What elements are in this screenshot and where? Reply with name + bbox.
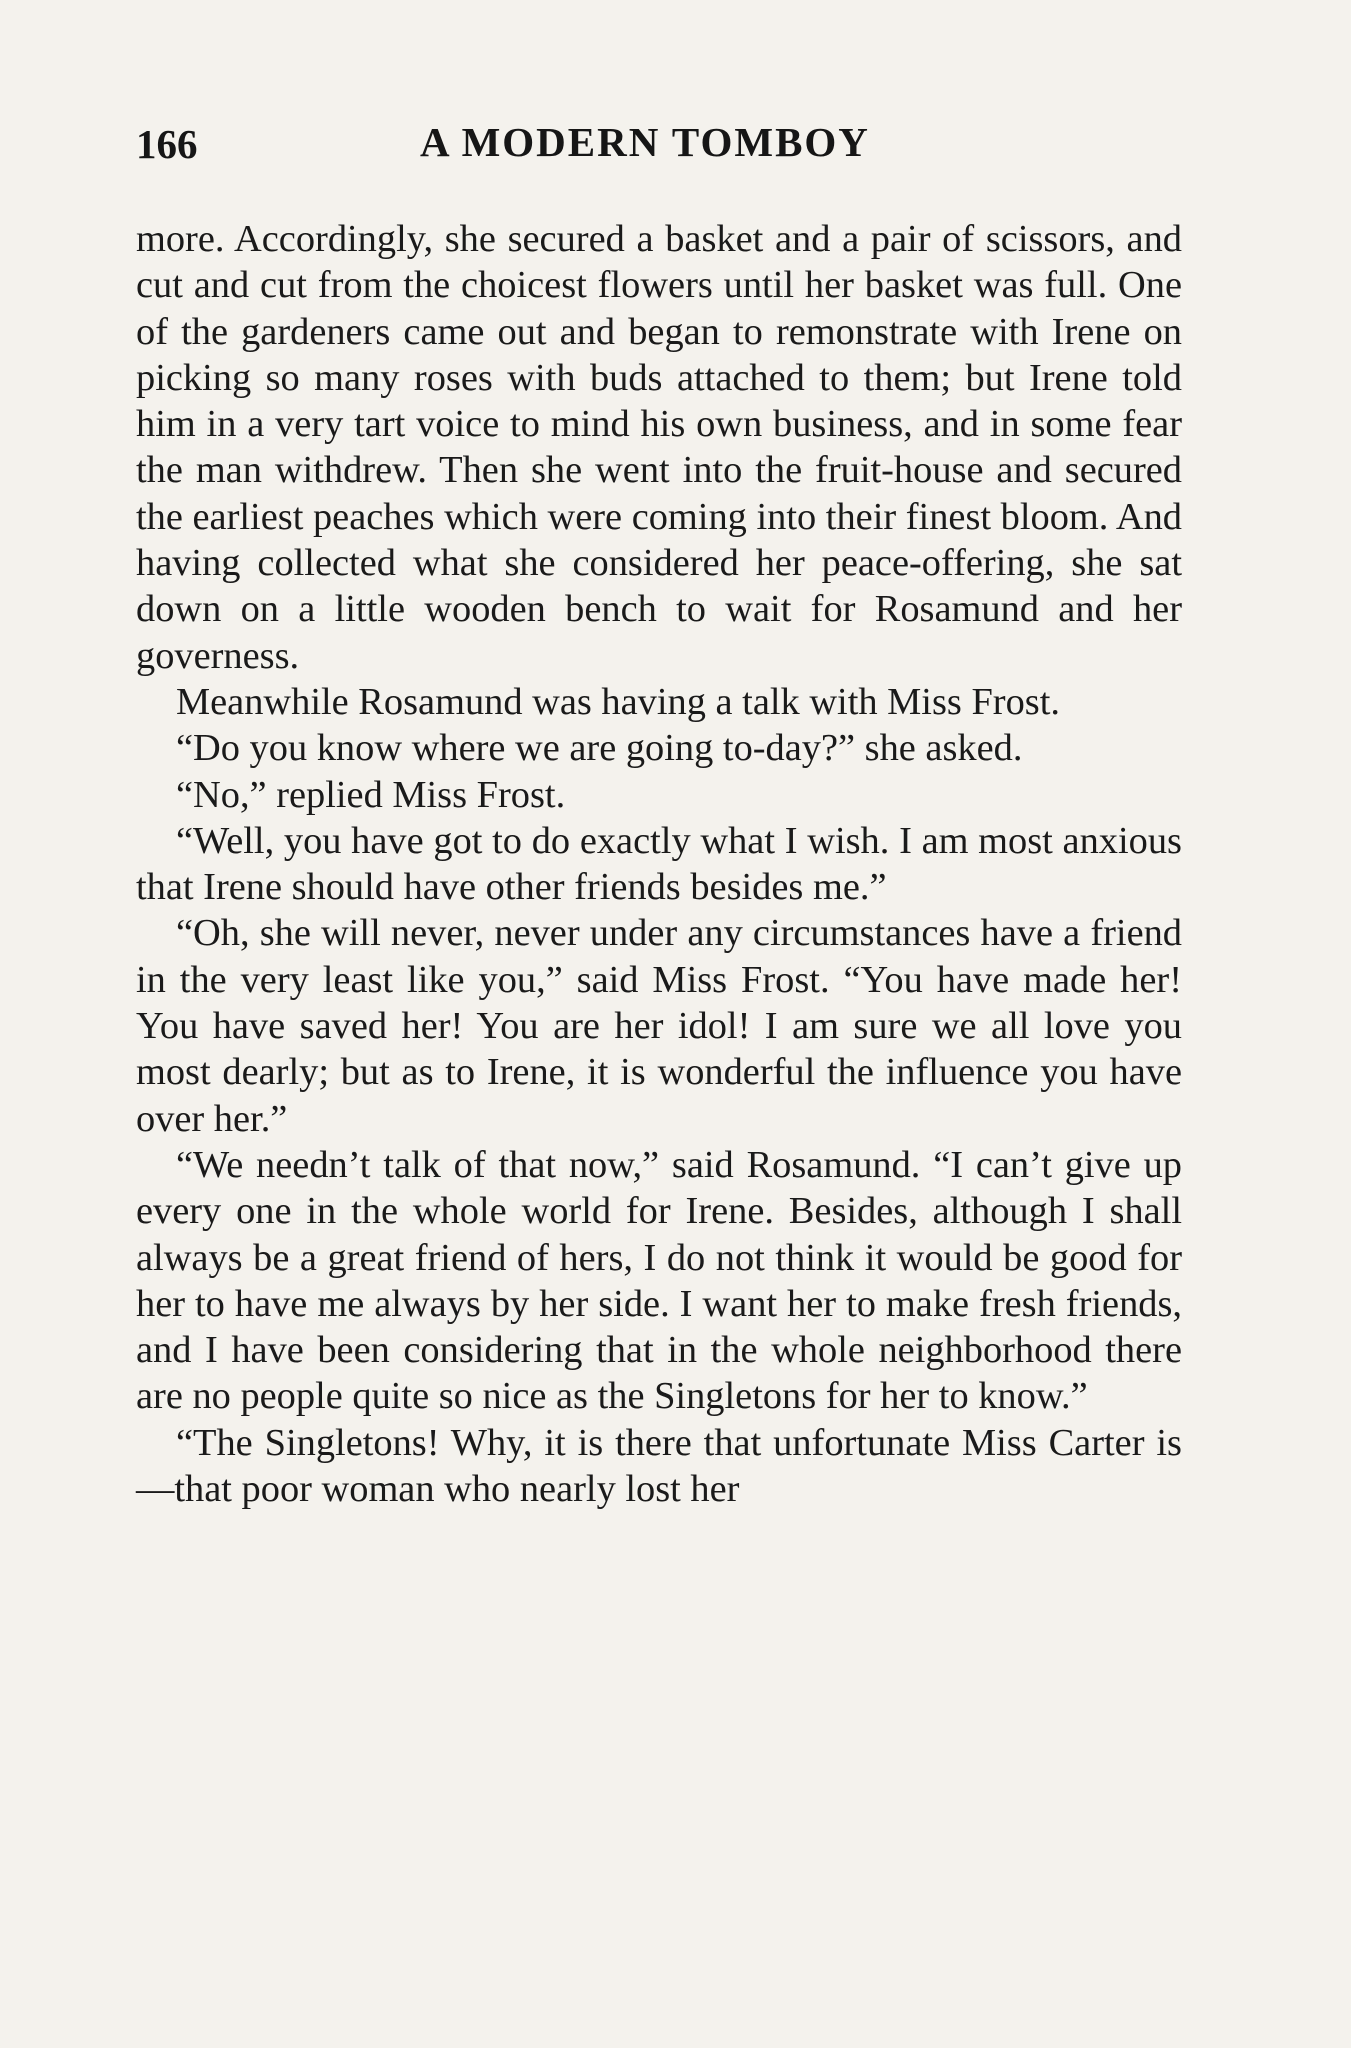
page-number: 166 <box>136 121 198 167</box>
body-text <box>136 216 1182 1512</box>
page-header <box>136 112 1182 172</box>
paragraph: “We needn’t talk of that now,” said Rosamund. “I can’t give up every one in the whole world for Irene. Besides, although I shall always be a great friend of hers, I do not think it would be good for her to have me always by her side. I want her to make fresh friends, and I have been considering that in the whole neighborhood there are no people quite so nice as the Singletons for her to know.” <box>136 1143 1182 1418</box>
paragraph: “Well, you have got to do exactly what I wish. I am most anxious that Irene should have other friends besides me.” <box>136 819 1182 909</box>
paragraph: “No,” replied Miss Frost. <box>176 773 566 816</box>
paragraph: “The Singletons! Why, it is there that unfortunate Miss Carter is—that poor woman who nearly lost her <box>136 1421 1182 1511</box>
paragraph: “Do you know where we are going to-day?” she asked. <box>176 727 1023 770</box>
paragraph: Meanwhile Rosamund was having a talk with Miss Frost. <box>176 680 1060 723</box>
paragraph: “Oh, she will never, never under any circumstances have a friend in the very least like you,” said Miss Frost. “You have made her! You have saved her! You are her idol! I am sure we all love you most dearly; but as to Irene, it is wonderful the influence you have over her.” <box>136 912 1182 1140</box>
running-title: A MODERN TOMBOY <box>420 119 870 165</box>
paragraph: more. Accordingly, she secured a basket and a pair of scissors, and cut and cut from the choicest flowers until her basket was full. One of the gardeners came out and began to remonstrate with Irene on picking so many roses with buds attached to them; but Irene told him in a very tart voice to mind his own business, and in some fear the man withdrew. Then she went into the fruit-house and secured the earliest peaches which were coming into their finest bloom. And having collected what she considered her peace-offering, she sat down on a little wooden bench to wait for Rosamund and her governess. <box>136 218 1182 677</box>
